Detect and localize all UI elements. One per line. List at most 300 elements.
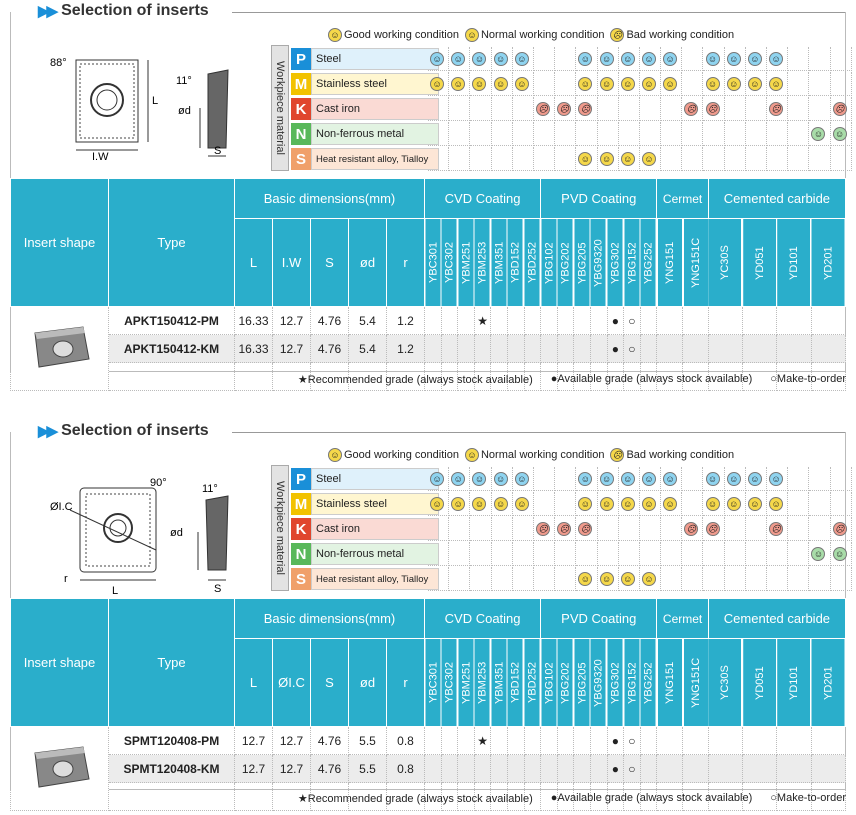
material-name: Heat resistant alloy, Tialloy: [311, 568, 439, 590]
smiley-icon: ☺: [472, 52, 486, 66]
condition-cell: [534, 542, 555, 566]
condition-cell: [428, 542, 449, 566]
normal-smiley-icon: ☺: [465, 28, 479, 42]
material-row-s: [291, 567, 439, 591]
grade-cell: [507, 307, 524, 335]
condition-cell: [746, 147, 767, 171]
grade-cell: [777, 755, 811, 783]
grade-header: YBC301: [425, 219, 442, 307]
bad-smiley-icon: ☹: [684, 522, 698, 536]
condition-cell: [661, 567, 682, 591]
condition-cell: [809, 147, 830, 171]
grade-cell: ●: [607, 755, 624, 783]
grade-cell: ★: [474, 307, 491, 335]
grade-header: YBG205: [574, 219, 591, 307]
grade-cell: [777, 335, 811, 363]
condition-cell: [470, 517, 491, 541]
smiley-icon: ☺: [748, 77, 762, 91]
condition-cell: [598, 97, 619, 121]
dim-value: 4.76: [311, 307, 349, 335]
grade-cell: [640, 335, 657, 363]
condition-cell: [428, 567, 449, 591]
smiley-icon: ☺: [769, 77, 783, 91]
condition-cell: [831, 97, 852, 121]
grade-cell: [811, 755, 846, 783]
grade-cell: [491, 727, 508, 755]
condition-cell: [449, 467, 470, 491]
condition-cell: [576, 122, 597, 146]
dim-value: 4.76: [311, 727, 349, 755]
insert-photo-spmt: [11, 727, 109, 811]
material-row-s: [291, 147, 439, 171]
condition-cell: [534, 517, 555, 541]
smiley-icon: ☺: [727, 472, 741, 486]
smiley-icon: ☺: [727, 497, 741, 511]
footnote-make-to-order: ○Make-to-order: [770, 373, 846, 385]
pvd-header: PVD Coating: [541, 599, 657, 639]
grade-cell: [458, 335, 475, 363]
condition-cell: [470, 567, 491, 591]
grade-header: YBG152: [624, 219, 641, 307]
dim-value: 5.5: [349, 727, 387, 755]
material-badge: N: [291, 543, 311, 565]
smiley-icon: ☺: [515, 52, 529, 66]
condition-cell: [703, 47, 724, 71]
condition-cell: [555, 47, 576, 71]
grade-cell: [541, 755, 558, 783]
grade-header: YC30S: [708, 639, 742, 727]
grade-cell: [524, 335, 541, 363]
condition-cell: [428, 122, 449, 146]
grade-cell: [425, 335, 442, 363]
grade-cell: [574, 755, 591, 783]
condition-cell: [809, 567, 830, 591]
bad-smiley-icon: ☹: [706, 102, 720, 116]
grade-cell: [683, 755, 709, 783]
svg-text:S: S: [214, 145, 222, 157]
grade-cell: [441, 335, 458, 363]
condition-cell: [428, 517, 449, 541]
material-badge: S: [291, 148, 311, 170]
condition-cell: [703, 97, 724, 121]
condition-cell: [725, 542, 746, 566]
condition-cell: [682, 97, 703, 121]
condition-cell: [619, 72, 640, 96]
grade-cell: [683, 335, 709, 363]
bad-smiley-icon: ☹: [684, 102, 698, 116]
condition-cell: [767, 147, 788, 171]
condition-cell: [725, 147, 746, 171]
condition-cell: [555, 467, 576, 491]
condition-cell: [513, 47, 534, 71]
smiley-icon: ☺: [578, 497, 592, 511]
bad-smiley-icon: ☹: [578, 102, 592, 116]
smiley-icon: ☺: [472, 497, 486, 511]
condition-cell: [725, 492, 746, 516]
cermet-header: Cermet: [657, 179, 709, 219]
grade-cell: [590, 335, 607, 363]
condition-cell: [703, 542, 724, 566]
condition-cell: [746, 467, 767, 491]
condition-cell: [809, 492, 830, 516]
smiley-icon: ☺: [578, 152, 592, 166]
grade-cell: [458, 755, 475, 783]
condition-cell: [555, 97, 576, 121]
condition-cell: [619, 492, 640, 516]
grade-cell: [491, 755, 508, 783]
material-row-p: [291, 47, 439, 71]
smiley-icon: ☺: [578, 472, 592, 486]
condition-cell: [555, 147, 576, 171]
smiley-icon: ☺: [494, 497, 508, 511]
condition-cell: [449, 517, 470, 541]
condition-cell: [746, 122, 767, 146]
material-badge: N: [291, 123, 311, 145]
condition-cell: [767, 467, 788, 491]
grade-header: YBG302: [607, 219, 624, 307]
cvd-header: CVD Coating: [425, 599, 541, 639]
condition-cell: [492, 492, 513, 516]
smiley-icon: ☺: [621, 472, 635, 486]
smiley-icon: ☺: [600, 572, 614, 586]
dim-col-header: ØI.C: [273, 639, 311, 727]
grade-header: YD201: [811, 639, 846, 727]
svg-text:ØI.C: ØI.C: [50, 501, 73, 513]
grade-header: YBD252: [524, 219, 541, 307]
material-badge: S: [291, 568, 311, 590]
workpiece-material-label: Workpiece material: [271, 465, 289, 591]
condition-cell: [492, 47, 513, 71]
grade-header: YNG151C: [683, 219, 709, 307]
grade-header: YC30S: [708, 219, 742, 307]
grade-cell: [590, 307, 607, 335]
condition-cell: [576, 542, 597, 566]
section-1: [0, 0, 856, 400]
condition-cell: [788, 47, 809, 71]
dim-value: 12.7: [273, 307, 311, 335]
condition-cell: [449, 72, 470, 96]
material-row-m: [291, 492, 439, 516]
grade-cell: ●: [607, 727, 624, 755]
smiley-icon: ☺: [663, 472, 677, 486]
condition-cell: [661, 542, 682, 566]
material-row-k: [291, 97, 439, 121]
bad-smiley-icon: ☹: [536, 522, 550, 536]
condition-cell: [640, 492, 661, 516]
grade-cell: [458, 727, 475, 755]
condition-cell: [492, 72, 513, 96]
condition-cell: [534, 147, 555, 171]
smiley-icon: ☺: [727, 52, 741, 66]
dim-value: 12.7: [273, 335, 311, 363]
smiley-icon: ☺: [451, 497, 465, 511]
smiley-icon: ☺: [494, 472, 508, 486]
dim-value: 0.8: [387, 727, 425, 755]
dim-value: 16.33: [235, 335, 273, 363]
condition-cell: [555, 492, 576, 516]
grade-cell: ○: [624, 755, 641, 783]
condition-cell: [492, 147, 513, 171]
condition-cell: [767, 542, 788, 566]
condition-cell: [746, 542, 767, 566]
grade-cell: [743, 727, 777, 755]
dim-value: 4.76: [311, 335, 349, 363]
basic-dims-header: Basic dimensions(mm): [235, 179, 425, 219]
smiley-icon: ☺: [451, 472, 465, 486]
bad-smiley-icon: ☹: [536, 102, 550, 116]
svg-text:L: L: [112, 585, 119, 597]
svg-text:I.W: I.W: [92, 151, 109, 163]
dim-col-header: L: [235, 219, 273, 307]
condition-cell: [767, 492, 788, 516]
condition-cell: [513, 97, 534, 121]
section-title-text: Selection of inserts: [61, 2, 209, 19]
smiley-icon: ☺: [642, 572, 656, 586]
grade-cell: [458, 307, 475, 335]
footnote-make-to-order: ○Make-to-order: [770, 792, 846, 804]
apkt-insert-drawing: [20, 48, 280, 168]
condition-cell: [682, 72, 703, 96]
smiley-icon: ☺: [833, 127, 847, 141]
condition-cell: [576, 467, 597, 491]
dim-col-header: S: [311, 639, 349, 727]
footnote: [298, 792, 846, 805]
condition-cell: [640, 467, 661, 491]
grade-header: YD201: [811, 219, 846, 307]
insert-table-1: [10, 178, 846, 391]
condition-cell: [746, 517, 767, 541]
footnote-available: ●Available grade (always stock available): [550, 792, 753, 804]
smiley-icon: ☺: [663, 77, 677, 91]
condition-cell: [640, 542, 661, 566]
condition-cell: [470, 467, 491, 491]
grade-cell: [811, 727, 846, 755]
condition-cell: [682, 47, 703, 71]
grade-cell: [590, 755, 607, 783]
condition-cell: [809, 542, 830, 566]
condition-cell: [428, 467, 449, 491]
material-name: Stainless steel: [311, 493, 439, 515]
condition-cell: [788, 492, 809, 516]
condition-cell: [619, 567, 640, 591]
grade-cell: ○: [624, 307, 641, 335]
smiley-icon: ☺: [748, 472, 762, 486]
grade-cell: ○: [624, 335, 641, 363]
smiley-icon: ☺: [451, 52, 465, 66]
condition-cell: [767, 122, 788, 146]
dim-col-header: S: [311, 219, 349, 307]
insert-row: [11, 335, 846, 363]
condition-cell: [619, 122, 640, 146]
smiley-icon: ☺: [727, 77, 741, 91]
condition-cell: [788, 567, 809, 591]
bad-smiley-icon: ☹: [557, 522, 571, 536]
grade-header: YBG9320: [590, 219, 607, 307]
normal-smiley-icon: ☺: [465, 448, 479, 462]
condition-cell: [831, 47, 852, 71]
smiley-icon: ☺: [663, 497, 677, 511]
grade-cell: [708, 307, 742, 335]
grade-header: YBG205: [574, 639, 591, 727]
condition-cell: [555, 72, 576, 96]
condition-cell: [428, 47, 449, 71]
material-row-m: [291, 72, 439, 96]
grade-cell: [491, 335, 508, 363]
material-name: Steel: [311, 468, 439, 490]
material-name: Cast iron: [311, 98, 439, 120]
dim-value: 12.7: [235, 727, 273, 755]
smiley-icon: ☺: [706, 497, 720, 511]
grade-cell: [777, 727, 811, 755]
bad-smiley-icon: ☹: [578, 522, 592, 536]
cvd-header: CVD Coating: [425, 179, 541, 219]
insert-shape-header: Insert shape: [11, 179, 109, 307]
svg-text:11°: 11°: [202, 483, 218, 495]
footnote-recommended: ★Recommended grade (always stock available): [297, 793, 533, 805]
type-header: Type: [109, 599, 235, 727]
grade-cell: [541, 727, 558, 755]
footnote-available: ●Available grade (always stock available): [550, 373, 753, 385]
condition-cell: [725, 517, 746, 541]
smiley-icon: ☺: [642, 77, 656, 91]
smiley-icon: ☺: [600, 52, 614, 66]
condition-cell: [576, 72, 597, 96]
condition-cell: [703, 567, 724, 591]
grade-header: YBM351: [491, 219, 508, 307]
condition-cell: [682, 517, 703, 541]
material-badge: K: [291, 518, 311, 540]
condition-cell: [576, 47, 597, 71]
grade-cell: [425, 755, 442, 783]
condition-cell: [449, 147, 470, 171]
workpiece-material-label: Workpiece material: [271, 45, 289, 171]
grade-cell: ●: [607, 335, 624, 363]
condition-cell: [746, 47, 767, 71]
grade-cell: [541, 335, 558, 363]
condition-cell: [470, 542, 491, 566]
condition-cell: [725, 122, 746, 146]
condition-cell: [534, 97, 555, 121]
insert-photo-apkt: [11, 307, 109, 391]
material-name: Stainless steel: [311, 73, 439, 95]
condition-cell: [555, 542, 576, 566]
svg-text:ød: ød: [170, 527, 183, 539]
smiley-icon: ☺: [600, 77, 614, 91]
dim-col-header: r: [387, 639, 425, 727]
smiley-icon: ☺: [430, 472, 444, 486]
svg-text:r: r: [64, 573, 68, 585]
smiley-icon: ☺: [706, 472, 720, 486]
condition-cell: [428, 97, 449, 121]
condition-cell: [661, 47, 682, 71]
smiley-icon: ☺: [663, 52, 677, 66]
condition-cell: [809, 517, 830, 541]
condition-cell: [534, 567, 555, 591]
condition-cell: [576, 492, 597, 516]
grade-cell: [441, 727, 458, 755]
svg-text:ød: ød: [178, 105, 191, 117]
pvd-header: PVD Coating: [541, 179, 657, 219]
grade-header: YBM251: [458, 219, 475, 307]
dim-col-header: I.W: [273, 219, 311, 307]
condition-cell: [492, 122, 513, 146]
condition-cell: [682, 467, 703, 491]
condition-cell: [492, 517, 513, 541]
cemented-header: Cemented carbide: [708, 179, 845, 219]
condition-cell: [661, 517, 682, 541]
condition-cell: [767, 567, 788, 591]
condition-cell: [661, 492, 682, 516]
grade-cell: [441, 307, 458, 335]
condition-cell: [619, 517, 640, 541]
grade-header: YBG302: [607, 639, 624, 727]
smiley-icon: ☺: [833, 547, 847, 561]
material-name: Steel: [311, 48, 439, 70]
grade-cell: [491, 307, 508, 335]
dim-value: 5.5: [349, 755, 387, 783]
bad-smiley-icon: ☹: [769, 522, 783, 536]
condition-cell: [598, 492, 619, 516]
grade-header: YBD152: [507, 219, 524, 307]
grade-cell: [657, 335, 683, 363]
condition-cell: [598, 567, 619, 591]
basic-dims-header: Basic dimensions(mm): [235, 599, 425, 639]
grade-cell: [590, 727, 607, 755]
condition-cell: [555, 517, 576, 541]
condition-cell: [513, 517, 534, 541]
grade-header: YBG9320: [590, 639, 607, 727]
smiley-icon: ☺: [769, 472, 783, 486]
bad-smiley-icon: ☹: [557, 102, 571, 116]
dim-value: 12.7: [235, 755, 273, 783]
condition-cell: [598, 122, 619, 146]
bad-smiley-icon: ☹: [769, 102, 783, 116]
grade-header: YD101: [777, 219, 811, 307]
smiley-icon: ☺: [621, 572, 635, 586]
grade-header: YBC302: [441, 219, 458, 307]
condition-cell: [576, 97, 597, 121]
material-name: Non-ferrous metal: [311, 543, 439, 565]
grade-cell: [657, 755, 683, 783]
condition-cell: [619, 47, 640, 71]
grade-header: YD051: [743, 639, 777, 727]
condition-cell: [470, 122, 491, 146]
condition-cell: [767, 47, 788, 71]
condition-cell: [682, 147, 703, 171]
condition-cell: [661, 147, 682, 171]
condition-cell: [809, 122, 830, 146]
dim-value: 16.33: [235, 307, 273, 335]
grade-cell: [683, 727, 709, 755]
grade-cell: [640, 727, 657, 755]
grade-cell: [743, 307, 777, 335]
grade-header: YBG252: [640, 639, 657, 727]
cermet-header: Cermet: [657, 599, 709, 639]
condition-cell: [470, 97, 491, 121]
condition-cell: [513, 72, 534, 96]
smiley-icon: ☺: [578, 572, 592, 586]
grade-cell: [811, 335, 846, 363]
condition-cell: [788, 122, 809, 146]
svg-text:11°: 11°: [176, 75, 192, 87]
condition-cell: [640, 147, 661, 171]
condition-cell: [725, 467, 746, 491]
condition-cell: [703, 122, 724, 146]
condition-cell: [534, 122, 555, 146]
condition-cell: [809, 72, 830, 96]
smiley-icon: ☺: [621, 77, 635, 91]
material-row-p: [291, 467, 439, 491]
